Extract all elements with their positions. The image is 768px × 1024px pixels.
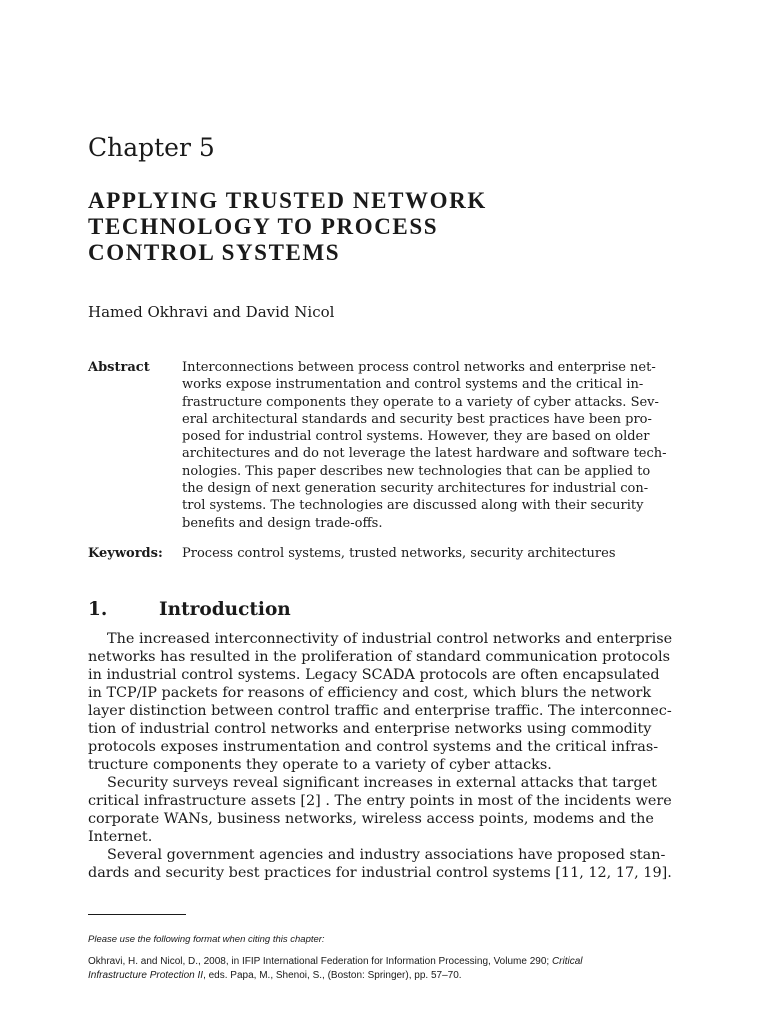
body-line: critical infrastructure assets [2] . The entry points in most of the incidents were xyxy=(88,793,672,809)
abstract-line: works expose instrumentation and control systems and the critical in- xyxy=(182,377,644,393)
abstract-line: posed for industrial control systems. However, they are based on older xyxy=(182,429,650,445)
body-line: layer distinction between control traffic and enterprise traffic. The interconnec- xyxy=(88,703,672,719)
keywords-label: Keywords: xyxy=(88,546,163,561)
body-line: tructure components they operate to a variety of cyber attacks. xyxy=(88,757,552,773)
paper-title xyxy=(88,188,708,266)
citation-line xyxy=(88,969,688,983)
abstract-line: nologies. This paper describes new technologies that can be applied to xyxy=(182,463,651,479)
introduction-body xyxy=(88,630,682,882)
body-line: dards and security best practices for industrial control systems [11, 12, 17, 19]. xyxy=(88,865,672,881)
authors: Hamed Okhravi and David Nicol xyxy=(88,303,335,321)
chapter-label: Chapter 5 xyxy=(88,133,215,162)
body-line: corporate WANs, business networks, wireless access points, modems and the xyxy=(88,811,654,827)
citation-text xyxy=(88,955,688,983)
abstract-line: trol systems. The technologies are discussed along with their security xyxy=(182,498,644,514)
body-line: tion of industrial control networks and enterprise networks using commodity xyxy=(88,721,652,737)
body-line: in TCP/IP packets for reasons of efficiency and cost, which blurs the network xyxy=(88,685,652,701)
body-line: protocols exposes instrumentation and control systems and the critical infras- xyxy=(88,739,659,755)
abstract-line: architectures and do not leverage the latest hardware and software tech- xyxy=(182,446,667,462)
abstract-label: Abstract xyxy=(88,360,150,375)
keywords-text: Process control systems, trusted networks, security architectures xyxy=(182,546,616,561)
section-title: Introduction xyxy=(159,599,291,620)
citation-book-title: Critical xyxy=(551,956,583,967)
title-line: TECHNOLOGY TO PROCESS xyxy=(88,214,439,239)
body-line: The increased interconnectivity of industrial control networks and enterprise xyxy=(107,631,673,647)
body-line: Security surveys reveal significant increases in external attacks that target xyxy=(107,775,657,791)
citation-part: , eds. Papa, M., Shenoi, S., (Boston: Springer), pp. 57–70. xyxy=(203,970,462,981)
title-line: CONTROL SYSTEMS xyxy=(88,240,341,265)
section-number: 1. xyxy=(88,599,108,620)
abstract-line: frastructure components they operate to a variety of cyber attacks. Sev- xyxy=(182,394,659,410)
citation-line xyxy=(88,955,688,969)
abstract-text xyxy=(182,359,682,532)
body-line: networks has resulted in the proliferation of standard communication protocols xyxy=(88,649,671,665)
citation-book-title: Infrastructure Protection II xyxy=(88,970,204,981)
abstract-line: benefits and design trade-offs. xyxy=(182,515,383,531)
abstract-line: eral architectural standards and security best practices have been pro- xyxy=(182,411,652,427)
body-line: Several government agencies and industry associations have proposed stan- xyxy=(107,847,666,863)
abstract-line: the design of next generation security architectures for industrial con- xyxy=(182,481,649,497)
citation-instruction: Please use the following format when citing this chapter: xyxy=(88,934,325,945)
body-line: Internet. xyxy=(88,829,153,845)
footnote-rule xyxy=(88,914,186,915)
title-line: APPLYING TRUSTED NETWORK xyxy=(88,188,487,213)
body-line: in industrial control systems. Legacy SCADA protocols are often encapsulated xyxy=(88,667,660,683)
abstract-line: Interconnections between process control networks and enterprise net- xyxy=(182,360,656,375)
citation-part: Okhravi, H. and Nicol, D., 2008, in IFIP International Federation for Information Processing, Volume 290; xyxy=(88,956,552,967)
